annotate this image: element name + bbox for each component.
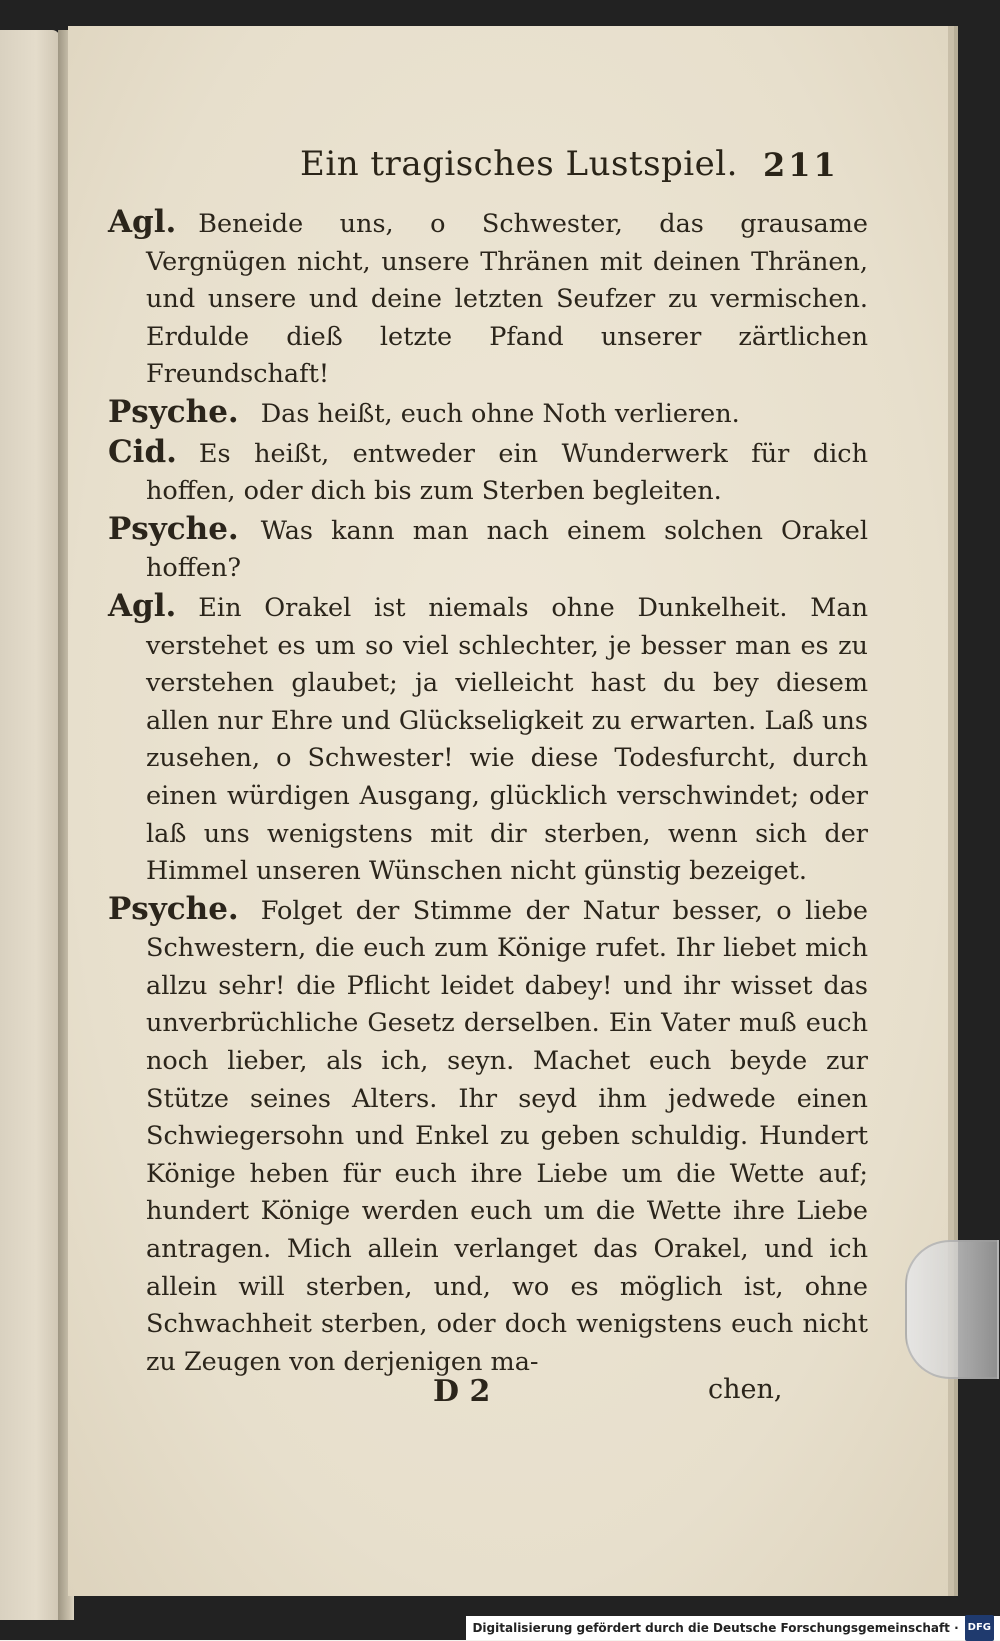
speech-text: Was kann man nach einem solchen Orakel hoffen? — [146, 515, 868, 584]
speaker-name: Psyche. — [108, 393, 239, 430]
speech-text: Beneide uns, o Schwester, das grausame Vergnügen nicht, unsere Thränen mit deinen Thränen, und unsere und deine letzten Seufzer zu vermischen. Erdulde dieß letzte Pfand unserer zärtlichen Freundschaft! — [146, 209, 868, 390]
speech-text: Es heißt, entweder ein Wunderwerk für dich hoffen, oder dich bis zum Sterben begleiten. — [146, 438, 868, 507]
speaker-name: Psyche. — [108, 890, 239, 927]
speech-6 — [108, 891, 868, 1382]
speech-4 — [108, 511, 868, 588]
book-page — [68, 26, 948, 1596]
facing-page-edge — [0, 30, 60, 1620]
speech-2 — [108, 394, 868, 434]
speech-1 — [108, 204, 868, 394]
catchword: chen, — [708, 1374, 783, 1405]
speaker-name: Cid. — [108, 433, 177, 470]
speech-3 — [108, 434, 868, 511]
scanner-thumb-holder — [905, 1240, 999, 1379]
page-header — [68, 144, 948, 194]
running-title: Ein tragisches Lustspiel. — [300, 144, 738, 184]
signature-mark: D 2 — [433, 1374, 491, 1409]
dfg-credit-banner — [466, 1616, 1000, 1640]
speech-text: Folget der Stimme der Natur besser, o liebe Schwestern, die euch zum Könige rufet. Ihr liebet mich allzu sehr! die Pflicht leidet dabey! und ihr wisset das unverbrüchliche Gesetz derselben. Ein Vater muß euch noch lieber, als ich, seyn. Machet euch beyde zur Stütze seines Alters. Ihr seyd ihm jedwede einen Schwiegersohn und Enkel zu geben schuldig. Hundert Könige heben für euch ihre Liebe um die Wette auf; hundert Könige werden euch um die Wette ihre Liebe antragen. Mich allein verlanget das Orakel, und ich allein will sterben, und, wo es möglich ist, ohne Schwachheit sterben, oder doch wenigstens euch nicht zu Zeugen von derjenigen ma- — [146, 895, 868, 1377]
speaker-name: Agl. — [108, 204, 177, 240]
speech-text: Das heißt, euch ohne Noth verlieren. — [260, 398, 740, 429]
page-number: 211 — [763, 146, 839, 184]
page-footer — [68, 1374, 948, 1418]
speech-5 — [108, 588, 868, 891]
credit-text: Digitalisierung gefördert durch die Deutsche Forschungsgemeinschaft · — [472, 1621, 959, 1635]
speaker-name: Agl. — [108, 587, 177, 624]
play-text — [108, 204, 868, 1381]
speaker-name: Psyche. — [108, 510, 239, 547]
speech-text: Ein Orakel ist niemals ohne Dunkelheit. Man verstehet es um so viel schlechter, je besser man es zu verstehen glaubet; ja vielleicht hast du bey diesem allen nur Ehre und Glückseligkeit zu erwarten. Laß uns zusehen, o Schwester! wie diese Todesfurcht, durch einen würdigen Ausgang, glücklich verschwindet; oder laß uns wenigstens mit dir sterben, wenn sich der Himmel unseren Wünschen nicht günstig bezeiget. — [146, 592, 868, 887]
dfg-logo: DFG — [965, 1615, 994, 1641]
